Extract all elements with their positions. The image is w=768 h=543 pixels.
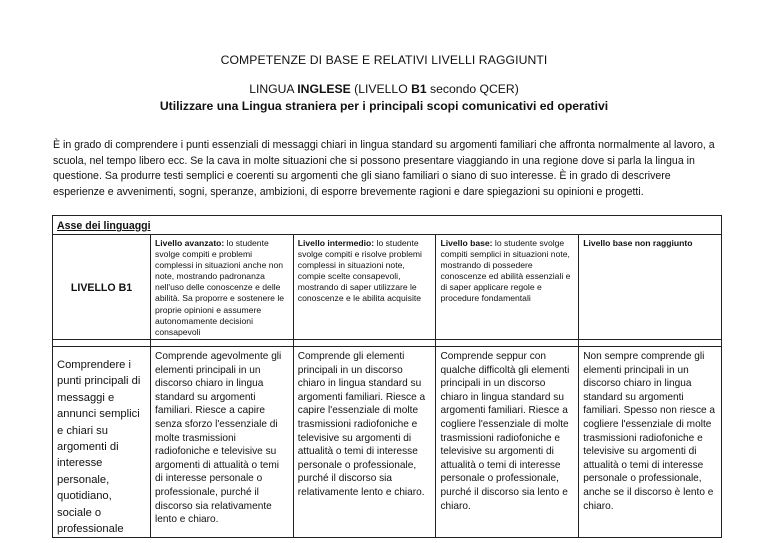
subtitle-middle: (LIVELLO [350, 82, 412, 96]
level-name: Livello intermedio: [297, 238, 375, 248]
bold-heading: Utilizzare una Lingua straniera per i principali scopi comunicativi ed operativi [159, 99, 609, 113]
descriptor-base: Comprende seppur con qualche difficoltà gli elementi principali in un discorso chiaro in lingua standard su argomenti familiari. Riesce a cogliere l'essenziale di molte trasmissioni radiofoniche e televisive su argomenti di attualità o temi di interesse personale o professionale, purché il discorso sia lento e chiaro. [436, 347, 579, 538]
intro-paragraph [53, 138, 721, 200]
asse-label: Asse dei linguaggi [57, 220, 151, 232]
level-desc: lo studente svolge compiti semplici in situazioni note, mostrando di possedere conoscenze ed abilità essenziali e di saper applicare regole e procedure fondamentali [440, 238, 571, 304]
subtitle-prefix: LINGUA [249, 82, 298, 96]
descriptor-not-reached: Non sempre comprende gli elementi principali in un discorso chiaro in lingua standard su argomenti familiari. Spesso non riesce a cogliere l'essenziale di molte trasmissioni radiofoniche e televisive su argomenti di attualità o temi di interesse personale o professionale, anche se il discorso è lento e chiaro. [579, 347, 722, 538]
document-subtitle [0, 82, 768, 96]
spacer-cell [579, 340, 722, 347]
descriptor-row [53, 347, 722, 538]
level-name: Livello base: [440, 238, 493, 248]
spacer-cell [151, 340, 294, 347]
spacer-cell [53, 340, 151, 347]
subtitle-suffix: secondo QCER) [426, 82, 519, 96]
competence-table [52, 215, 722, 538]
spacer-cell [436, 340, 579, 347]
levels-row [53, 235, 722, 340]
level-desc: lo studente svolge compiti e risolve problemi complessi in situazioni note, compie scelte consapevoli, mostrando di saper utilizzare le conoscenze e le abilita acquisite [297, 238, 422, 304]
asse-cell [53, 216, 722, 235]
spacer-row [53, 340, 722, 347]
competence-cell: Comprendere i punti principali di messaggi e annunci semplici e chiari su argomenti di interesse personale, quotidiano, sociale o professionale [53, 347, 151, 538]
document-title: COMPETENZE DI BASE E RELATIVI LIVELLI RAGGIUNTI [220, 53, 548, 67]
level-b1-cell: LIVELLO B1 [53, 235, 151, 340]
level-name: Livello avanzato: [155, 238, 225, 248]
level-base-cell [436, 235, 579, 340]
subtitle-language: INGLESE [297, 82, 351, 96]
subtitle-level: B1 [411, 82, 427, 96]
level-not-reached-cell [579, 235, 722, 340]
level-intermediate-cell [293, 235, 436, 340]
level-name: Livello base non raggiunto [583, 238, 693, 248]
level-advanced-cell [151, 235, 294, 340]
intro-text: È in grado di comprendere i punti essenziali di messaggi chiari in lingua standard su argomenti familiari che affronta normalmente al lavoro, a scuola, nel tempo libero ecc. Se la cava in molte situazioni che si possono presentare viaggiando in una regione dove si parla la lingua in questione. Sa produrre testi semplici e coerenti su argomenti che gli siano familiari o siano di suo interesse. È in grado di descrivere esperienze e avvenimenti, sogni, speranze, ambizioni, di esporre brevemente ragioni e dare spiegazioni su opinioni e progetti. [53, 139, 715, 198]
asse-row [53, 216, 722, 235]
descriptor-advanced: Comprende agevolmente gli elementi principali in un discorso chiaro in lingua standard su argomenti familiari. Riesce a capire senza sforzo l'essenziale di molte trasmissioni radiofoniche e televisive su argomenti di attualità o temi di interesse personale o professionale, purché il discorso sia relativamente lento e chiaro. [151, 347, 294, 538]
descriptor-intermediate: Comprende gli elementi principali in un discorso chiaro in lingua standard su argomenti familiari. Riesce a capire l'essenziale di molte trasmissioni radiofoniche e televisive su argomenti di attualità o temi di interesse personale o professionale, purché il discorso sia relativamente lento e chiaro. [293, 347, 436, 538]
level-desc: lo studente svolge compiti e problemi complessi in situazioni anche non note, mostrando padronanza nell'uso delle conoscenze e delle abilità. Sa proporre e sostenere le proprie opinioni e assumere autonomamente decisioni consapevoli [155, 238, 285, 337]
spacer-cell [293, 340, 436, 347]
